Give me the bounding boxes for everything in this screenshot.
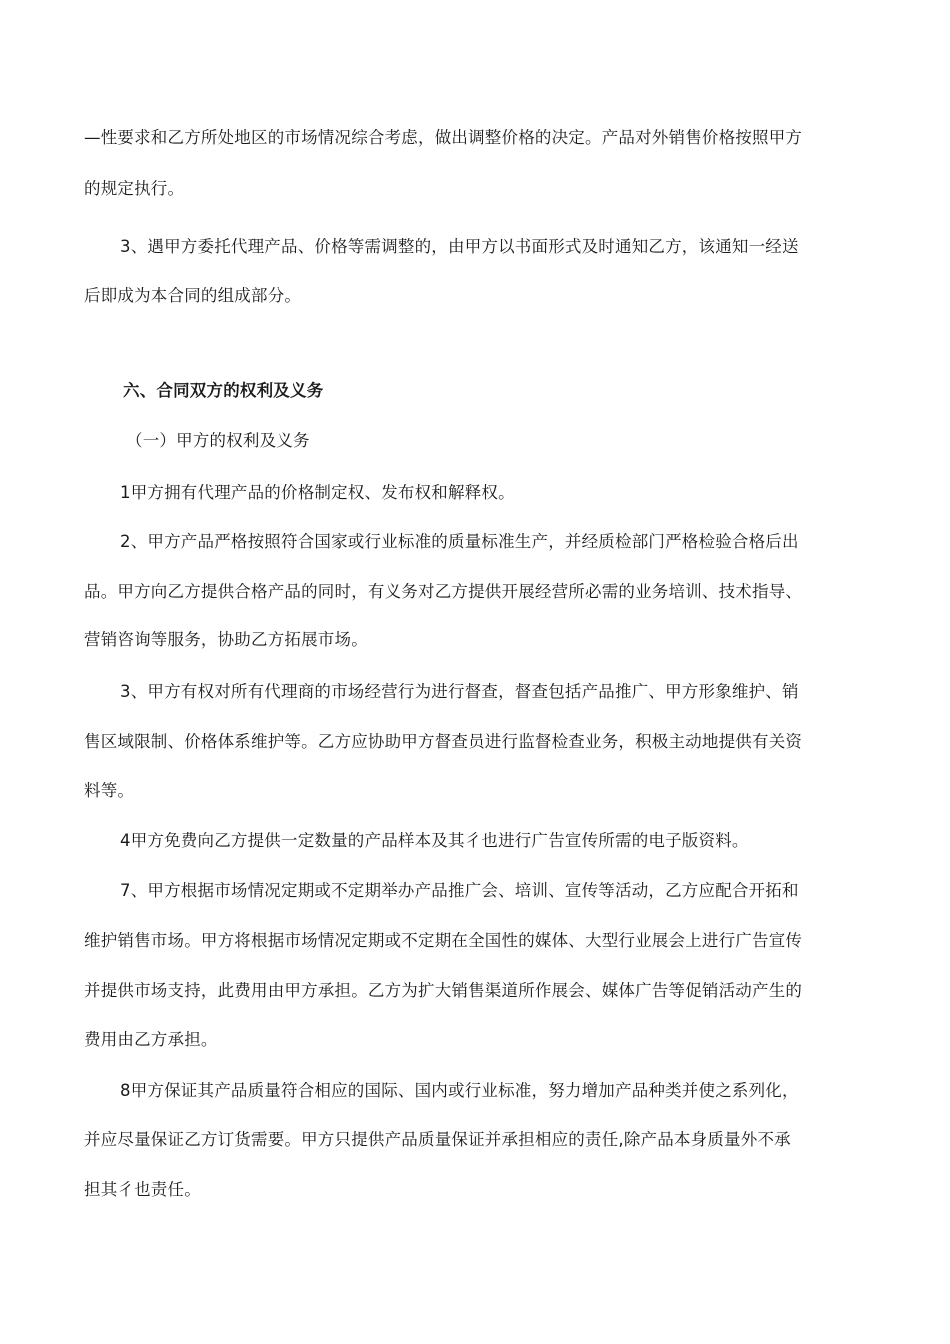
paragraph-line: 4甲方免费向乙方提供一定数量的产品样本及其彳也进行广告宣传所需的电子版资料。 (120, 831, 749, 850)
paragraph-line: 营销咨询等服务，协助乙方拓展市场。 (84, 630, 368, 649)
paragraph-line: 3、遇甲方委托代理产品、价格等需调整的，由甲方以书面形式及时通知乙方，该通知一经送 (120, 237, 799, 256)
paragraph-line: 1甲方拥有代理产品的价格制定权、发布权和解释权。 (120, 483, 515, 502)
paragraph-line: 的规定执行。 (84, 179, 185, 198)
paragraph-line: 并应尽量保证乙方订货需要。甲方只提供产品质量保证并承担相应的责任,除产品本身质量外不承 (84, 1130, 791, 1149)
section-heading: 六、合同双方的权利及义务 (123, 381, 324, 400)
paragraph-line: 8甲方保证其产品质量符合相应的国际、国内或行业标准，努力增加产品种类并使之系列化， (120, 1081, 799, 1100)
paragraph-line: 后即成为本合同的组成部分。 (84, 286, 302, 305)
paragraph-line: 费用由乙方承担。 (84, 1030, 218, 1049)
paragraph-line: 料等。 (84, 781, 135, 800)
paragraph-line: 2、甲方产品严格按照符合国家或行业标准的质量标准生产，并经质检部门严格检验合格后出 (120, 532, 799, 551)
paragraph-line: 品。甲方向乙方提供合格产品的同时，有义务对乙方提供开展经营所必需的业务培训、技术指导、 (84, 582, 803, 601)
paragraph-line: 并提供市场支持，此费用由甲方承担。乙方为扩大销售渠道所作展会、媒体广告等促销活动产生的 (84, 981, 803, 1000)
paragraph-line: 售区域限制、价格体系维护等。乙方应协助甲方督查员进行监督检查业务，积极主动地提供有关资 (84, 732, 803, 751)
paragraph-line: 3、甲方有权对所有代理商的市场经营行为进行督查，督查包括产品推广、甲方形象维护、销 (120, 682, 799, 701)
subsection-heading: （一）甲方的权利及义务 (126, 431, 310, 450)
paragraph-line: 维护销售市场。甲方将根据市场情况定期或不定期在全国性的媒体、大型行业展会上进行广告宣传 (84, 931, 803, 950)
paragraph-line: —性要求和乙方所处地区的市场情况综合考虑，做出调整价格的决定。产品对外销售价格按照甲方 (84, 128, 803, 147)
paragraph-line: 7、甲方根据市场情况定期或不定期举办产品推广会、培训、宣传等活动，乙方应配合开拓和 (120, 881, 799, 900)
paragraph-line: 担其彳也责任。 (84, 1180, 201, 1199)
